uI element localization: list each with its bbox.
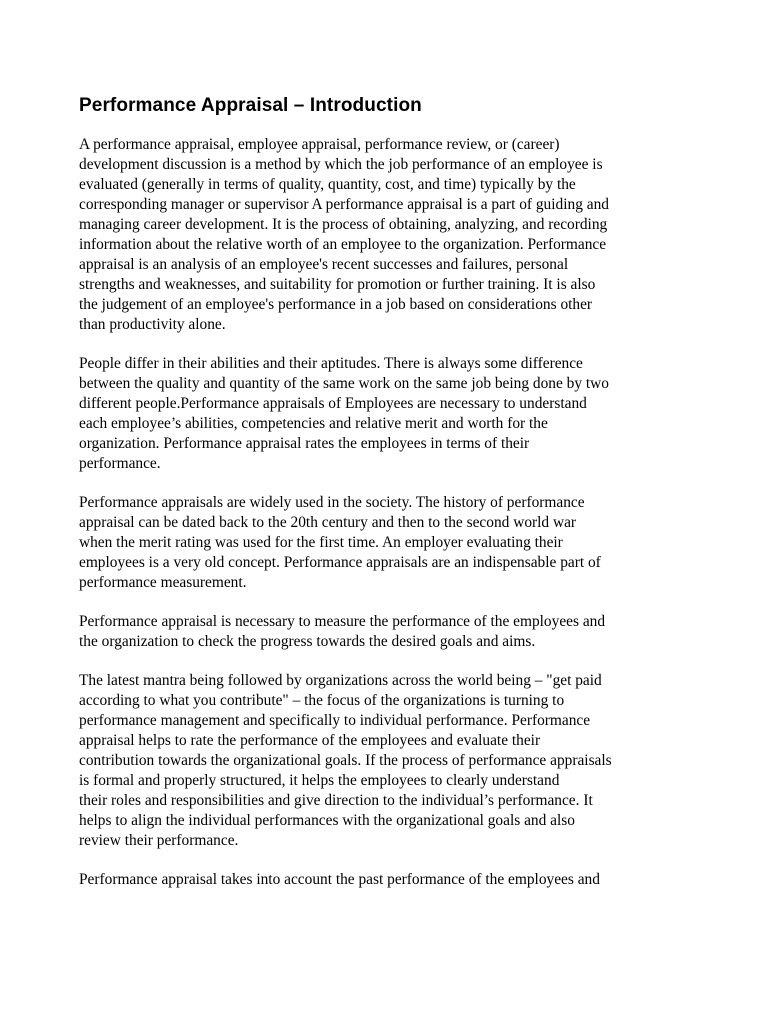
text-line: appraisal is an analysis of an employee's recent successes and failures, personal xyxy=(79,256,569,273)
text-line: A performance appraisal, employee appraisal, performance review, or (career) xyxy=(79,136,560,153)
text-line: employees is a very old concept. Performance appraisals are an indispensable part of xyxy=(79,554,601,571)
text-line: Performance appraisals are widely used in the society. The history of performance xyxy=(79,494,585,511)
text-line: review their performance. xyxy=(79,832,239,849)
text-line: between the quality and quantity of the same work on the same job being done by two xyxy=(79,375,609,392)
text-line: performance. xyxy=(79,455,161,472)
text-line: appraisal can be dated back to the 20th century and then to the second world war xyxy=(79,514,577,531)
text-line: is formal and properly structured, it helps the employees to clearly understand xyxy=(79,772,560,789)
text-line: managing career development. It is the process of obtaining, analyzing, and recording xyxy=(79,216,608,233)
text-line: performance management and specifically to individual performance. Performance xyxy=(79,712,591,729)
document-body xyxy=(79,95,691,909)
text-line: helps to align the individual performances with the organizational goals and also xyxy=(79,812,575,829)
text-line: Performance appraisal takes into account the past performance of the employees and xyxy=(79,871,600,888)
text-line: than productivity alone. xyxy=(79,316,226,333)
text-line: People differ in their abilities and their aptitudes. There is always some difference xyxy=(79,355,583,372)
text-line: different people.Performance appraisals of Employees are necessary to understand xyxy=(79,395,587,412)
text-line: the organization to check the progress towards the desired goals and aims. xyxy=(79,633,536,650)
text-line: development discussion is a method by which the job performance of an employee is xyxy=(79,156,603,173)
text-line: the judgement of an employee's performance in a job based on considerations other xyxy=(79,296,593,313)
text-line: contribution towards the organizational goals. If the process of performance appraisals xyxy=(79,752,612,769)
text-line: performance measurement. xyxy=(79,574,247,591)
text-line: when the merit rating was used for the first time. An employer evaluating their xyxy=(79,534,563,551)
text-line: evaluated (generally in terms of quality, quantity, cost, and time) typically by the xyxy=(79,176,576,193)
text-line: information about the relative worth of an employee to the organization. Performance xyxy=(79,236,607,253)
paragraph-4 xyxy=(79,612,691,652)
text-line: each employee’s abilities, competencies and relative merit and worth for the xyxy=(79,415,548,432)
paragraph-1 xyxy=(79,135,691,335)
paragraph-6 xyxy=(79,870,691,890)
page-title: Performance Appraisal – Introduction xyxy=(79,95,422,116)
text-line: strengths and weaknesses, and suitability for promotion or further training. It is also xyxy=(79,276,596,293)
text-line: organization. Performance appraisal rates the employees in terms of their xyxy=(79,435,530,452)
paragraph-2 xyxy=(79,354,691,474)
text-line: their roles and responsibilities and give direction to the individual’s performance. It xyxy=(79,792,593,809)
text-line: appraisal helps to rate the performance of the employees and evaluate their xyxy=(79,732,541,749)
text-line: corresponding manager or supervisor A performance appraisal is a part of guiding and xyxy=(79,196,609,213)
text-line: The latest mantra being followed by organizations across the world being – "get paid xyxy=(79,672,602,689)
text-line: Performance appraisal is necessary to measure the performance of the employees and xyxy=(79,613,606,630)
text-line: according to what you contribute" – the focus of the organizations is turning to xyxy=(79,692,565,709)
paragraph-5 xyxy=(79,671,691,851)
paragraph-3 xyxy=(79,493,691,593)
